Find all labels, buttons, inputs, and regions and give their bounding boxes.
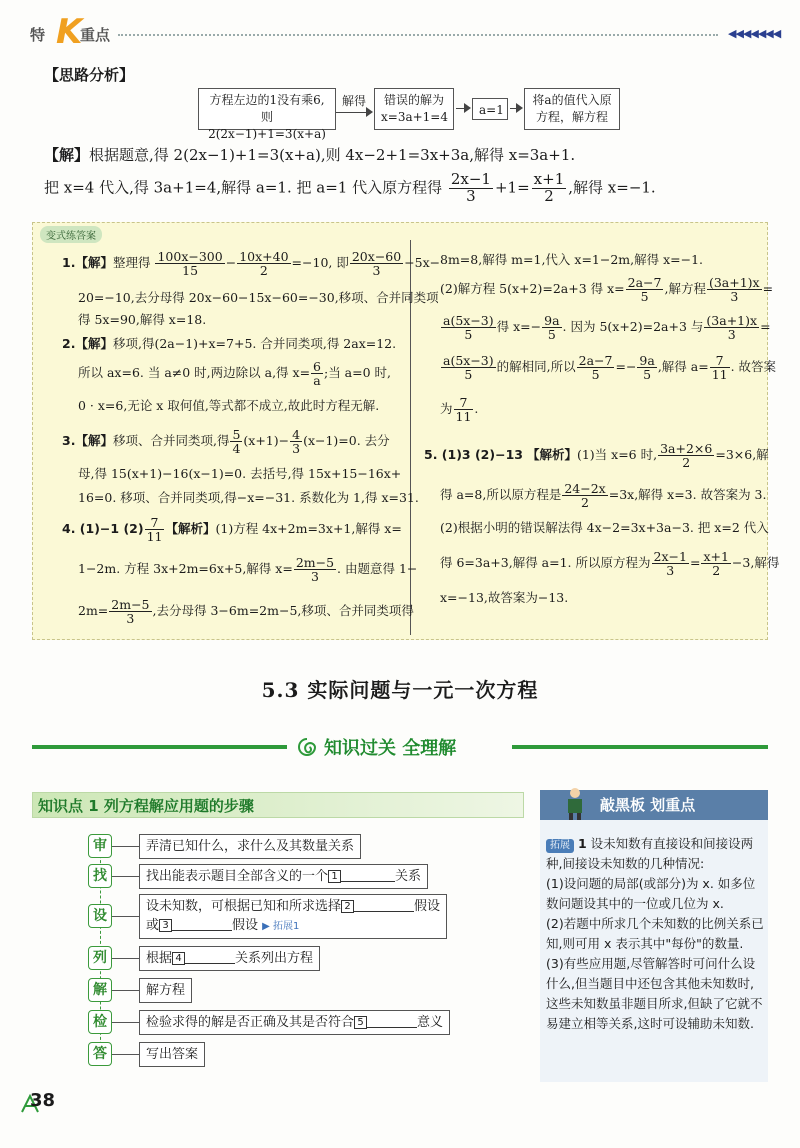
extension-tag bbox=[546, 839, 574, 853]
answer-4-line-3 bbox=[78, 598, 414, 625]
flow-arrow-3 bbox=[510, 99, 524, 119]
answer-5-line-4-b: = bbox=[689, 555, 701, 571]
frac-num: 7 bbox=[145, 516, 165, 530]
step-link bbox=[112, 990, 139, 991]
frac-num: 9a bbox=[639, 353, 655, 368]
step-link bbox=[112, 1054, 139, 1055]
step-2-text-a: 找出能表示题目全部含义的一个 bbox=[146, 869, 329, 884]
r2-b: ,解方程 bbox=[664, 281, 706, 297]
answer-1-line-3: 得 5x=90,解得 x=18. bbox=[78, 312, 207, 327]
frac-den: 3 bbox=[292, 441, 301, 457]
frac-num: 2m−5 bbox=[111, 597, 150, 612]
frac-den: 5 bbox=[547, 327, 556, 343]
answer-4-cont-line-4 bbox=[440, 354, 776, 381]
solution-line-2-c: ,解得 x=−1. bbox=[568, 178, 656, 197]
step-box-5: 解方程 bbox=[139, 978, 192, 1003]
answer-3-line-2: 母,得 15(x+1)−16(x−1)=0. 去括号,得 15x+15−16x+ bbox=[78, 466, 402, 481]
answer-4-cont-line-1: 8m=8,解得 m=1,代入 x=1−2m,解得 x=−1. bbox=[440, 252, 704, 267]
answer-3-line-1 bbox=[62, 428, 390, 455]
answer-5-line-4 bbox=[440, 550, 779, 577]
answer-4-cont-line-5 bbox=[440, 396, 478, 423]
answer-5-text: (1)当 x=6 时, bbox=[576, 447, 658, 463]
header-rule bbox=[118, 34, 718, 36]
step-2-text-b: 关系 bbox=[395, 869, 422, 884]
blank-number-4: 4 bbox=[172, 952, 185, 965]
step-link bbox=[112, 958, 139, 959]
r5-frac bbox=[454, 396, 474, 423]
r3-a: 得 x=− bbox=[496, 319, 542, 335]
answer-3-text: 移项、合并同类项,得 bbox=[112, 433, 230, 449]
step-4-text-a: 根据 bbox=[146, 951, 173, 966]
answer-3-line-3: 16=0. 移项、合并同类项,得−x=−31. 系数化为 1,得 x=31. bbox=[78, 490, 419, 505]
step-key-zhao: 找 bbox=[88, 864, 112, 888]
answer-5-line-3: (2)根据小明的错误解法得 4x−2=3x+3a−3. 把 x=2 代入 bbox=[440, 520, 769, 535]
flow-arrow-2 bbox=[456, 99, 470, 119]
frac-num: 100x−300 bbox=[157, 249, 223, 264]
answer-1-text-2: =−10, 即 bbox=[291, 255, 349, 271]
solution-line-2 bbox=[44, 172, 656, 205]
frac-num: 10x+40 bbox=[239, 249, 289, 264]
answer-4-line-1 bbox=[62, 516, 402, 543]
frac-num: a(5x−3) bbox=[443, 313, 494, 328]
solution-line-2-a: 把 x=4 代入,得 3a+1=4,解得 a=1. 把 a=1 代入原方程得 bbox=[44, 178, 443, 197]
extension-link[interactable]: ▶ 拓展1 bbox=[262, 921, 300, 932]
frac-num: 5 bbox=[232, 427, 241, 442]
answer-5-frac-4 bbox=[701, 550, 730, 577]
extension-tag-label: 拓展 bbox=[550, 840, 570, 851]
step-3-text-b: 假设 bbox=[414, 899, 441, 914]
flow-box-2 bbox=[374, 88, 454, 130]
answer-2-line-2-b: ;当 a=0 时, bbox=[324, 365, 392, 381]
frac-num: x+1 bbox=[533, 170, 565, 188]
answer-2-line-2 bbox=[78, 360, 391, 387]
blank-2[interactable] bbox=[354, 898, 414, 912]
answer-4-tag: 【解析】 bbox=[165, 521, 216, 537]
step-box-4 bbox=[139, 946, 320, 971]
frac-den: a bbox=[313, 373, 321, 389]
header-arrows-icon: ◀◀◀◀◀◀◀ bbox=[728, 27, 781, 40]
frac-den: 11 bbox=[455, 409, 472, 425]
flow-box-4-line1: 将a的值代入原 bbox=[532, 93, 612, 107]
answer-5-line-2-a: 得 a=8,所以原方程是 bbox=[440, 487, 562, 503]
answer-1-minus: − bbox=[225, 255, 237, 271]
answer-4-line-3-a: 2m= bbox=[78, 603, 109, 619]
blackboard-para-4: (3)有些应用题,尽管解答时可问什么设什么,但当题目中还包含其他未知数时,这些未知数虽非题目所求,但缺了它就不易建立相等关系,这时可设辅助未知数. bbox=[546, 956, 763, 1031]
r3-b: . 因为 5(x+2)=2a+3 与 bbox=[562, 319, 704, 335]
teacher-icon bbox=[562, 786, 588, 820]
step-key-jie: 解 bbox=[88, 978, 112, 1002]
frac-num: 9a bbox=[544, 313, 560, 328]
flow-box-2-line1: 错误的解为 bbox=[383, 93, 444, 107]
answer-5-line-1 bbox=[424, 442, 769, 469]
answer-4-line-2-a: 1−2m. 方程 3x+2m=6x+5,解得 x= bbox=[78, 561, 293, 577]
r5-b: . bbox=[474, 401, 479, 417]
r4-frac-2 bbox=[577, 354, 615, 381]
step-6-text-a: 检验求得的解是否正确及其是否符合 bbox=[146, 1015, 355, 1030]
step-4-text-b: 关系列出方程 bbox=[235, 951, 314, 966]
answer-4-text: (1)方程 4x+2m=3x+1,解得 x= bbox=[215, 521, 402, 537]
blank-1[interactable] bbox=[341, 868, 395, 882]
section-banner: 知识过关 全理解 bbox=[324, 738, 457, 759]
frac-num: 24−2x bbox=[564, 481, 606, 496]
step-box-2 bbox=[139, 864, 428, 889]
frac-num: 3a+2×6 bbox=[660, 441, 713, 456]
answers-tag: 变式练答案 bbox=[40, 226, 102, 243]
frac-den: 5 bbox=[643, 367, 652, 383]
banner-rule-left bbox=[32, 745, 287, 749]
step-link bbox=[112, 916, 139, 917]
answer-2-frac bbox=[311, 360, 323, 387]
step-key-jian: 检 bbox=[88, 1010, 112, 1034]
step-link bbox=[112, 876, 139, 877]
answer-5-line-4-c: −3,解得 bbox=[731, 555, 780, 571]
answer-3-text-b: (x+1)− bbox=[243, 433, 290, 449]
frac-den: 2 bbox=[712, 563, 721, 579]
frac-den: 3 bbox=[666, 563, 675, 579]
answer-2-line-2-a: 所以 ax=6. 当 a≠0 时,两边除以 a,得 x= bbox=[78, 365, 311, 381]
r4-d: . 故答案 bbox=[730, 359, 777, 375]
r2-c: = bbox=[762, 281, 774, 297]
blackboard-text bbox=[546, 834, 766, 1034]
brand-right: 重点 bbox=[80, 26, 111, 44]
answer-1-tag: 【解】 bbox=[75, 255, 113, 271]
frac-den: 3 bbox=[126, 611, 135, 627]
answer-5-frac-1 bbox=[658, 442, 714, 469]
step-box-1: 弄清已知什么，求什么及其数量关系 bbox=[139, 834, 361, 859]
flow-box-2-line2: x=3a+1=4 bbox=[381, 110, 448, 124]
frac-den: 3 bbox=[372, 263, 381, 279]
frac-den: 5 bbox=[464, 367, 473, 383]
frac-num: (3a+1)x bbox=[708, 275, 760, 290]
answer-2-line-1 bbox=[62, 336, 396, 351]
solution-line-1-text: 根据题意,得 2(2x−1)+1=3(x+a),则 4x−2+1=3x+3a,解得 x=3a+1. bbox=[89, 146, 576, 164]
flow-box-1-line2: 则2(2x−1)+1=3(x+a) bbox=[208, 110, 326, 141]
answer-4-frac bbox=[145, 516, 165, 543]
answer-3-frac-2 bbox=[290, 428, 302, 455]
r4-frac-3 bbox=[637, 354, 656, 381]
flow-box-4 bbox=[524, 88, 620, 130]
answer-3-frac-1 bbox=[230, 428, 242, 455]
blank-5[interactable] bbox=[367, 1014, 417, 1028]
frac-num: 2x−1 bbox=[653, 549, 687, 564]
frac-num: 2a−7 bbox=[627, 275, 662, 290]
step-link bbox=[112, 1022, 139, 1023]
solution-fraction-1 bbox=[449, 172, 493, 205]
step-key-da: 答 bbox=[88, 1042, 112, 1066]
frac-num: 2m−5 bbox=[295, 555, 335, 570]
r4-a: 的解相同,所以 bbox=[496, 359, 576, 375]
step-link bbox=[112, 846, 139, 847]
frac-num: (3a+1)x bbox=[706, 313, 758, 328]
solution-line-2-b: +1= bbox=[494, 178, 530, 197]
answer-2-line-3: 0 · x=6,无论 x 取何值,等式都不成立,故此时方程无解. bbox=[78, 398, 380, 413]
solution-label: 【解】 bbox=[44, 146, 90, 164]
frac-num: 2x−1 bbox=[450, 170, 491, 188]
brand-k: K bbox=[56, 12, 83, 52]
frac-den: 4 bbox=[232, 441, 241, 457]
step-box-6 bbox=[139, 1010, 450, 1035]
flow-box-1-line1: 方程左边的1没有乘6, bbox=[209, 93, 325, 107]
brand-left: 特 bbox=[30, 26, 46, 44]
answer-5-frac-3 bbox=[652, 550, 689, 577]
step-6-text-b: 意义 bbox=[417, 1015, 444, 1030]
answer-3-tag: 【解】 bbox=[75, 433, 113, 449]
answer-1-frac-2 bbox=[237, 250, 290, 277]
frac-num: 2a−7 bbox=[578, 353, 613, 368]
answer-4-cont-line-3 bbox=[440, 314, 771, 341]
step-3-text-d: 假设 bbox=[232, 918, 259, 933]
answer-2-tag: 【解】 bbox=[75, 336, 113, 351]
step-box-7: 写出答案 bbox=[139, 1042, 205, 1067]
answer-4-cont-line-2 bbox=[440, 276, 773, 303]
answer-4-line-3-b: ,去分母得 3−6m=2m−5,移项、合并同类项得 bbox=[152, 603, 414, 619]
frac-num: 7 bbox=[710, 354, 730, 368]
frac-den: 2 bbox=[581, 495, 589, 511]
r2-frac-2 bbox=[707, 276, 762, 303]
step-key-shen: 审 bbox=[88, 834, 112, 858]
flow-arrow-1-label: 解得 bbox=[342, 94, 367, 108]
frac-num: 7 bbox=[454, 396, 474, 410]
frac-num: x+1 bbox=[703, 549, 729, 564]
page-number: 38 bbox=[30, 1090, 56, 1111]
frac-den: 11 bbox=[711, 367, 728, 383]
analysis-title: 【思路分析】 bbox=[44, 66, 135, 84]
answer-4-line-2-b: . 由题意得 1− bbox=[337, 561, 418, 577]
frac-num: a(5x−3) bbox=[443, 353, 494, 368]
flow-arrow-1 bbox=[336, 90, 374, 110]
blackboard-title: 敲黑板 划重点 bbox=[600, 796, 696, 814]
flow-box-3-text: a=1 bbox=[479, 103, 504, 117]
frac-den: 2 bbox=[259, 263, 268, 279]
answer-4-frac-3 bbox=[109, 598, 151, 625]
answer-4-frac-2 bbox=[294, 556, 336, 583]
step-3-text-a: 设未知数，可根据已知和所求选择 bbox=[146, 899, 342, 914]
swirl-icon bbox=[296, 736, 318, 758]
blackboard-para-3: (2)若题中所求几个未知数的比例关系已知,则可用 x 表示其中"每份"的数量. bbox=[546, 916, 764, 951]
answer-1-line-2: 20=−10,去分母得 20x−60−15x−60=−30,移项、合并同类项 bbox=[78, 290, 439, 305]
blank-3[interactable] bbox=[172, 917, 232, 931]
blank-number-3: 3 bbox=[159, 919, 172, 932]
frac-den: 3 bbox=[727, 327, 736, 343]
r3-frac-1 bbox=[441, 314, 496, 341]
blackboard-para-1: 设未知数有直接设和间接设两种,间接设未知数的几种情况: bbox=[546, 836, 754, 871]
answer-4-number: 4. (1)−1 (2) bbox=[62, 521, 144, 537]
section-title: 5.3 实际问题与一元一次方程 bbox=[261, 678, 539, 702]
r4-b: =− bbox=[615, 359, 637, 375]
answer-5-frac-2 bbox=[562, 482, 607, 509]
frac-den: 5 bbox=[591, 367, 600, 383]
blank-number-5: 5 bbox=[354, 1016, 367, 1029]
answer-5-number: 5. (1)3 (2)−13 bbox=[424, 447, 523, 463]
solution-fraction-2 bbox=[532, 172, 567, 205]
answer-1-text: 整理得 bbox=[112, 255, 151, 271]
answer-1-number: 1. bbox=[62, 255, 76, 271]
answer-1-text-3: −5x− bbox=[404, 255, 441, 271]
frac-num: 20x−60 bbox=[351, 249, 402, 264]
answer-5-line-4-a: 得 6=3a+3,解得 a=1. 所以原方程为 bbox=[440, 555, 651, 571]
frac-den: 3 bbox=[466, 186, 476, 205]
r3-frac-2 bbox=[542, 314, 561, 341]
frac-den: 15 bbox=[182, 263, 199, 279]
blank-number-1: 1 bbox=[328, 870, 341, 883]
answer-1-frac-1 bbox=[155, 250, 224, 277]
r4-frac-1 bbox=[441, 354, 496, 381]
answer-2-number: 2. bbox=[62, 336, 76, 351]
flow-box-3 bbox=[472, 98, 508, 120]
frac-den: 11 bbox=[146, 529, 163, 545]
flow-box-4-line2: 方程，解方程 bbox=[535, 110, 608, 124]
knowledge-point-title: 知识点 1 列方程解应用题的步骤 bbox=[38, 797, 254, 815]
answer-5-line-5: x=−13,故答案为−13. bbox=[440, 590, 569, 605]
answer-3-text-c: (x−1)=0. 去分 bbox=[303, 433, 390, 449]
answer-5-text-c: =3×6,解 bbox=[715, 447, 769, 463]
answer-5-line-2 bbox=[440, 482, 766, 509]
answer-1-frac-3 bbox=[350, 250, 403, 277]
frac-num: 4 bbox=[292, 427, 301, 442]
answer-5-tag: 【解析】 bbox=[526, 447, 577, 463]
answer-5-line-2-b: =3x,解得 x=3. 故答案为 3. bbox=[608, 487, 767, 503]
r5-a: 为 bbox=[440, 401, 453, 417]
step-box-3 bbox=[139, 894, 447, 939]
brand-logo bbox=[30, 12, 120, 52]
frac-den: 2 bbox=[544, 186, 554, 205]
r2-a: (2)解方程 5(x+2)=2a+3 得 x= bbox=[440, 281, 625, 297]
blank-number-2: 2 bbox=[341, 900, 354, 913]
extension-tag-number: 1 bbox=[577, 836, 587, 851]
answer-4-line-2 bbox=[78, 556, 417, 583]
solution-line-1 bbox=[44, 144, 575, 165]
answer-3-number: 3. bbox=[62, 433, 76, 449]
banner-rule-right bbox=[512, 745, 768, 749]
r2-frac-1 bbox=[626, 276, 664, 303]
r4-frac-4 bbox=[710, 354, 730, 381]
frac-den: 3 bbox=[730, 289, 739, 305]
r3-c: = bbox=[760, 319, 771, 335]
answer-1-line-1 bbox=[62, 250, 440, 277]
r4-c: ,解得 a= bbox=[657, 359, 709, 375]
frac-den: 2 bbox=[682, 455, 691, 471]
step-3-text-c: 或 bbox=[146, 918, 160, 933]
step-key-she: 设 bbox=[88, 904, 112, 928]
answer-2-text: 移项,得(2a−1)+x=7+5. 合并同类项,得 2ax=12. bbox=[112, 336, 397, 351]
blackboard-para-2: (1)设问题的局部(或部分)为 x. 如多位数问题设其中的一位或几位为 x. bbox=[546, 876, 756, 911]
r3-frac-3 bbox=[704, 314, 759, 341]
frac-den: 5 bbox=[464, 327, 473, 343]
blank-4[interactable] bbox=[185, 950, 235, 964]
step-key-lie: 列 bbox=[88, 946, 112, 970]
frac-den: 3 bbox=[310, 569, 319, 585]
frac-num: 6 bbox=[313, 359, 321, 374]
frac-den: 5 bbox=[640, 289, 649, 305]
flow-box-1 bbox=[198, 88, 336, 141]
